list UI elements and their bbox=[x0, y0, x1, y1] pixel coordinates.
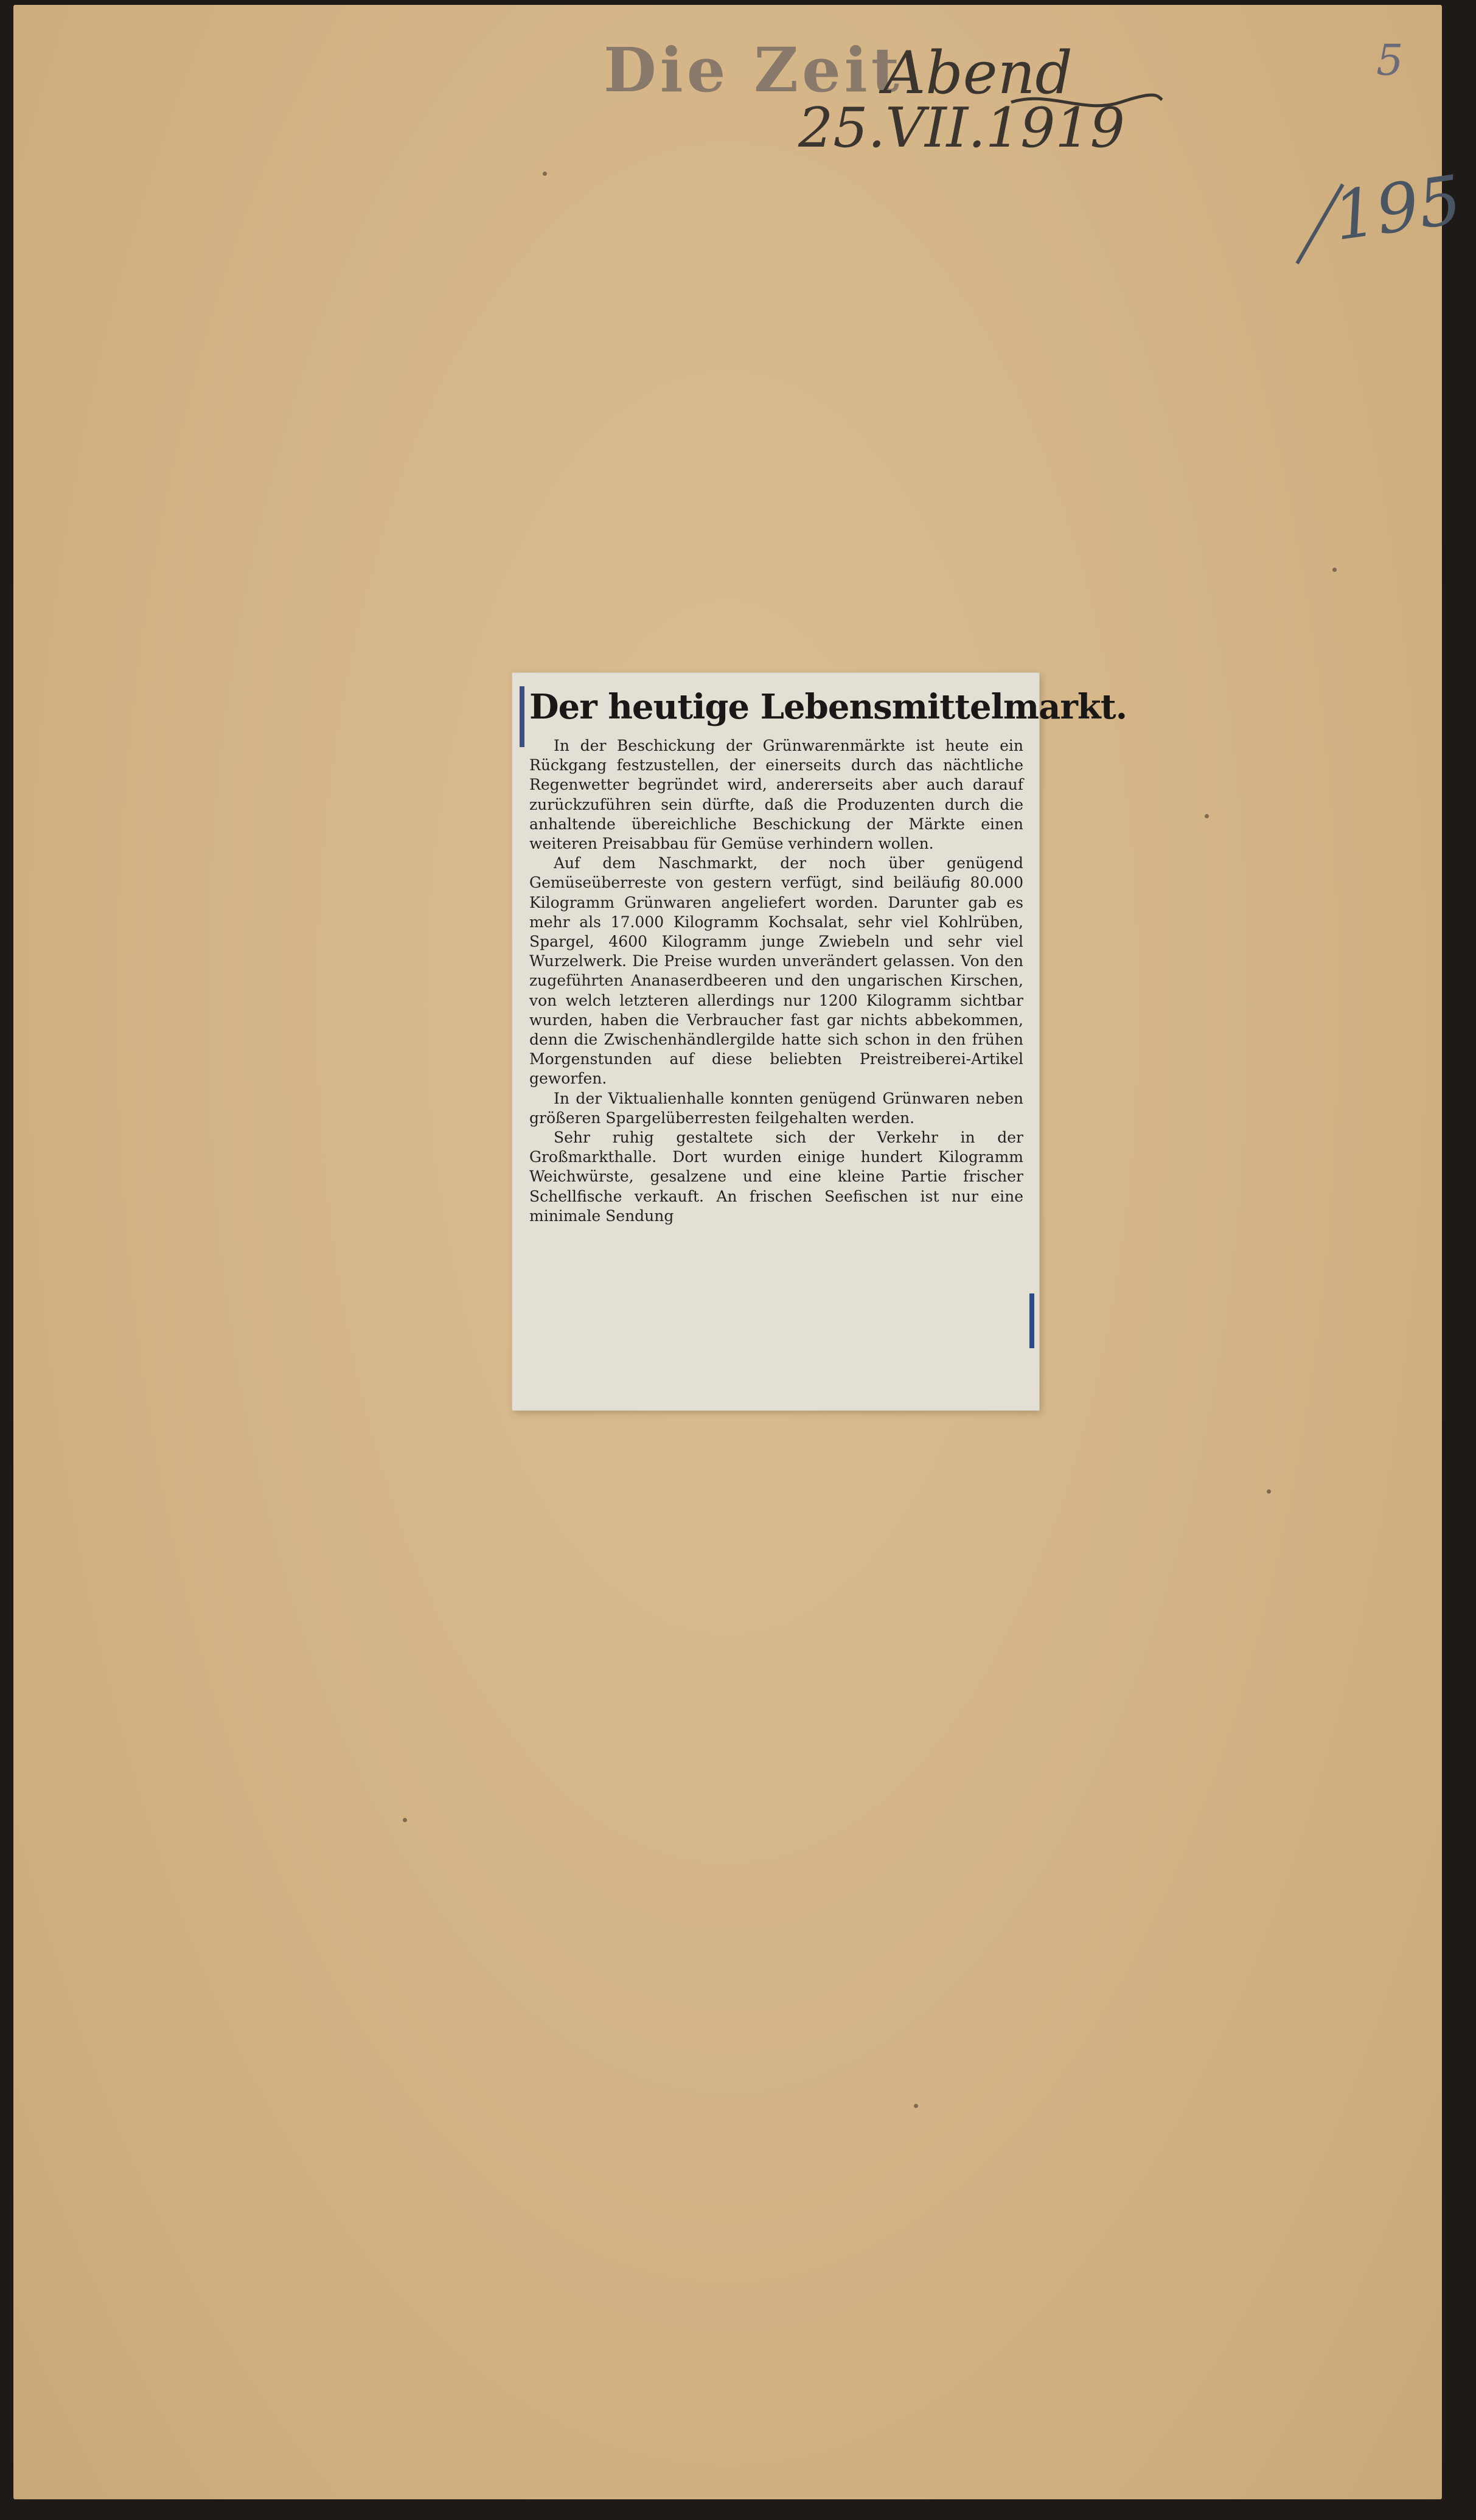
clipping-paragraph: Sehr ruhig gestaltete sich der Verkehr in der Großmarkthalle. Dort wurden einige hundert Kilogramm Weichwürste, gesalzene und eine kleine Partie frischer Schellfische verkauft. An frischen Seefischen ist nur eine minimale Sendung bbox=[529, 1129, 1023, 1225]
clipping-paragraph: In der Beschickung der Grünwarenmärkte ist heute ein Rückgang festzustellen, der einerseits durch das nächtliche Regenwetter begründet wird, andererseits aber auch darauf zurückzuführen sein dürfte, daß die Produzenten durch die anhaltende übereichliche Beschickung der Märkte einen weiteren Preisabbau für Gemüse verhindern wollen. bbox=[529, 737, 1023, 853]
paper-speck bbox=[914, 2104, 918, 2108]
blue-pencil-mark bbox=[520, 686, 524, 747]
archive-sheet bbox=[13, 5, 1466, 2499]
clipping-headline: Der heutige Lebensmittelmarkt. bbox=[529, 687, 1127, 727]
paper-speck bbox=[543, 172, 547, 176]
newspaper-stamp: Die Zeit bbox=[604, 34, 903, 106]
handwritten-corner-mark: 5 bbox=[1376, 35, 1404, 85]
clipping-paragraph: Auf dem Naschmarkt, der noch über genügend Gemüseüberreste von gestern verfügt, sind beiläufig 80.000 Kilogramm Grünwaren angeliefert worden. Darunter gab es mehr als 17.000 Kilogramm Kochsalat, sehr viel Kohlrüben, Spargel, 4600 Kilogramm junge Zwiebeln und sehr viel Wurzelwerk. Die Preise wurden unverändert gelassen. Von den zugeführten Ananaserdbeeren und den ungarischen Kirschen, von welch letzteren allerdings nur 1200 Kilogramm sichtbar wurden, haben die Verbraucher fast gar nichts abbekommen, denn die Zwischenhändlergilde hatte sich schon in den frühen Morgenstunden auf diese beliebten Preistreiberei-Artikel geworfen. bbox=[529, 854, 1023, 1088]
paper-speck bbox=[1267, 1489, 1271, 1494]
blue-pencil-mark bbox=[1029, 1293, 1034, 1348]
newspaper-clipping bbox=[512, 673, 1127, 1410]
clipping-paragraph: In der Viktualienhalle konnten genügend Grünwaren neben größeren Spargelüberresten feilgehalten werden. bbox=[529, 1089, 1023, 1127]
handwritten-edition: Abend bbox=[883, 39, 1073, 107]
paper-speck bbox=[1332, 568, 1337, 572]
paper-speck bbox=[403, 1818, 407, 1822]
paper-speck bbox=[1205, 814, 1209, 818]
handwritten-folio-number: 195 bbox=[1329, 161, 1466, 256]
handwritten-date: 25.VII.1919 bbox=[798, 96, 1125, 160]
